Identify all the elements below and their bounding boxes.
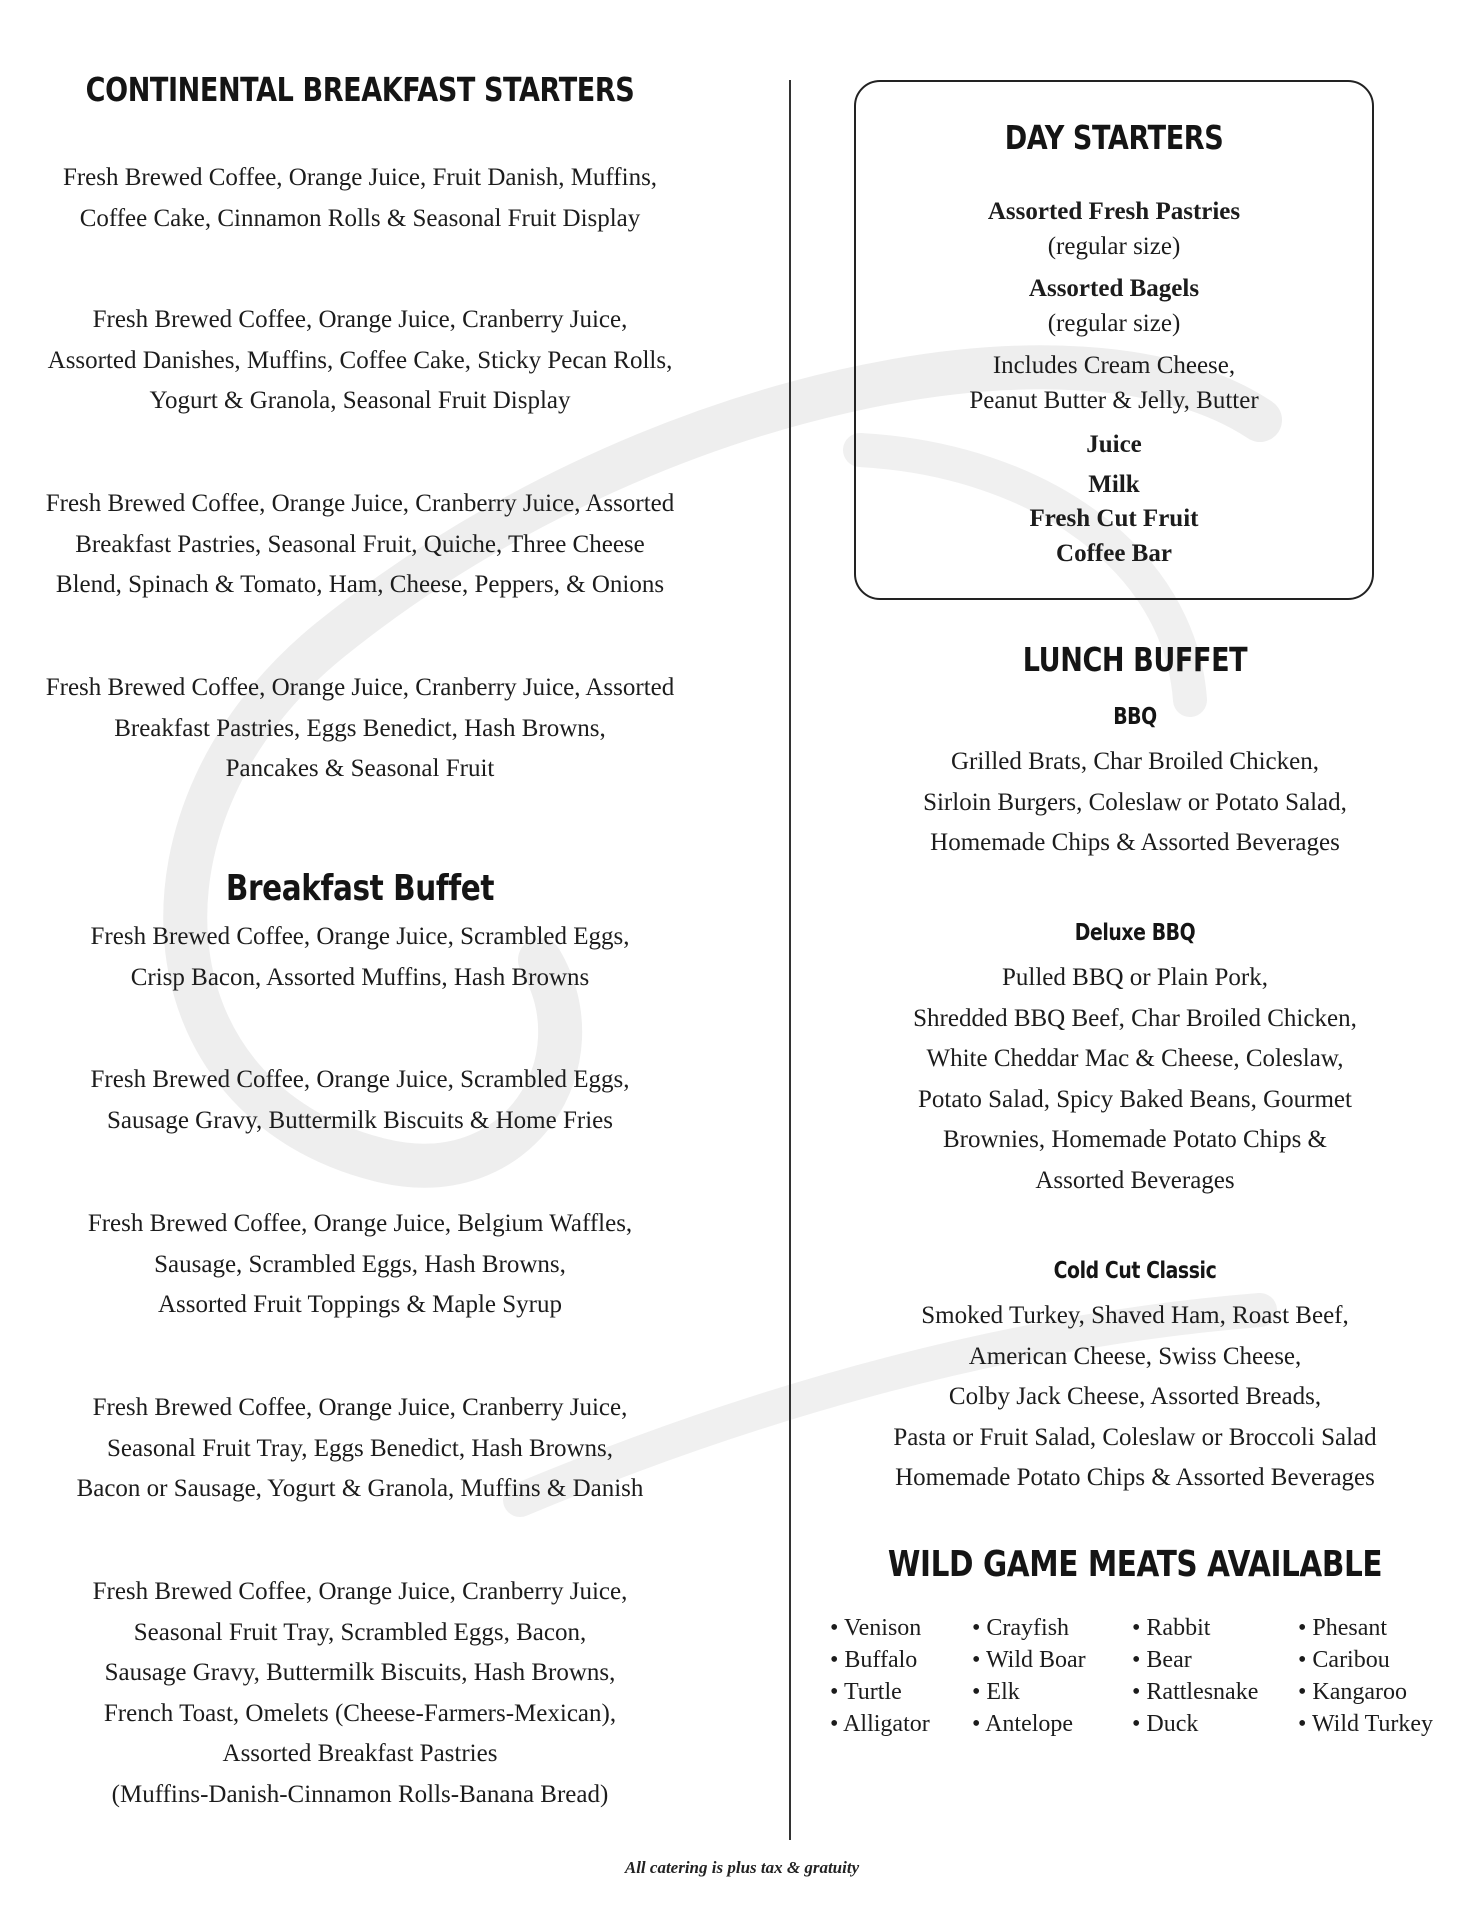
continental-option-2: Fresh Brewed Coffee, Orange Juice, Cranberry Juice, Assorted Danishes, Muffins, Coffee Cake, Sticky Pecan Rolls, Yogurt & Granola, Seasonal Fruit Display: [47, 306, 673, 414]
buffet-option-1: Fresh Brewed Coffee, Orange Juice, Scrambled Eggs, Crisp Bacon, Assorted Muffins, Hash Browns: [90, 923, 630, 991]
ds-item-juice: Juice: [1086, 431, 1142, 458]
lunch-cold-cut-desc: Smoked Turkey, Shaved Ham, Roast Beef, American Cheese, Swiss Cheese, Colby Jack Cheese, Assorted Breads, Pasta or Fruit Salad, Coleslaw or Broccoli Salad Homemade Potato Chips & Assorted Beverages: [893, 1302, 1377, 1491]
ds-item-coffee: Coffee Bar: [1056, 540, 1172, 567]
ds-item-milk: Milk: [1088, 471, 1140, 498]
wild-game-item: • Alligator: [830, 1711, 930, 1737]
buffet-option-4: Fresh Brewed Coffee, Orange Juice, Cranberry Juice, Seasonal Fruit Tray, Eggs Benedict, Hash Browns, Bacon or Sausage, Yogurt & Granola, Muffins & Danish: [76, 1394, 644, 1502]
continental-option-1: Fresh Brewed Coffee, Orange Juice, Fruit Danish, Muffins, Coffee Cake, Cinnamon Rolls & Seasonal Fruit Display: [62, 164, 658, 232]
wild-game-item: • Phesant: [1298, 1615, 1388, 1641]
continental-option-4: Fresh Brewed Coffee, Orange Juice, Cranberry Juice, Assorted Breakfast Pastries, Eggs Benedict, Hash Browns, Pancakes & Seasonal Fruit: [45, 674, 675, 782]
ds-item-bagels-size: (regular size): [1047, 310, 1181, 337]
wild-game-title: WILD GAME MEATS AVAILABLE: [887, 1544, 1383, 1585]
lunch-cold-cut-title: Cold Cut Classic: [1053, 1258, 1217, 1284]
wild-game-item: • Duck: [1132, 1711, 1199, 1737]
ds-item-pastries: Assorted Fresh Pastries: [987, 198, 1241, 225]
wild-game-item: • Turtle: [830, 1679, 902, 1705]
ds-item-pastries-size: (regular size): [1047, 233, 1181, 260]
wild-game-item: • Elk: [972, 1679, 1020, 1705]
continental-title: CONTINENTAL BREAKFAST STARTERS: [85, 70, 635, 109]
lunch-buffet-title: LUNCH BUFFET: [1022, 640, 1248, 679]
wild-game-col-4: [1298, 1612, 1433, 1740]
ds-item-includes-2: Peanut Butter & Jelly, Butter: [969, 387, 1259, 414]
wild-game-item: • Rabbit: [1132, 1615, 1211, 1641]
lunch-deluxe-bbq-title: Deluxe BBQ: [1074, 920, 1196, 946]
column-divider: [789, 80, 791, 1840]
buffet-option-5: Fresh Brewed Coffee, Orange Juice, Cranberry Juice, Seasonal Fruit Tray, Scrambled Eggs, Bacon, Sausage Gravy, Buttermilk Biscuits, Hash Browns, French Toast, Omelets (Cheese-Farmers-Mexican), Assorted Breakfast Pastries (Muffins-Danish-Cinnamon Rolls-Banana Bread): [92, 1578, 628, 1808]
buffet-option-2: Fresh Brewed Coffee, Orange Juice, Scrambled Eggs, Sausage Gravy, Buttermilk Biscuits & Home Fries: [90, 1066, 630, 1134]
wild-game-col-3: [1132, 1612, 1258, 1740]
ds-item-includes-1: Includes Cream Cheese,: [992, 352, 1236, 379]
wild-game-item: • Antelope: [972, 1711, 1074, 1737]
wild-game-item: • Rattlesnake: [1132, 1679, 1259, 1705]
wild-game-item: • Kangaroo: [1298, 1679, 1408, 1705]
wild-game-item: • Caribou: [1298, 1647, 1390, 1673]
lunch-bbq-desc: Grilled Brats, Char Broiled Chicken, Sirloin Burgers, Coleslaw or Potato Salad, Homemade Chips & Assorted Beverages: [923, 748, 1347, 856]
lunch-bbq-title: BBQ: [1113, 704, 1157, 730]
ds-item-bagels: Assorted Bagels: [1028, 275, 1200, 302]
wild-game-item: • Wild Boar: [972, 1647, 1086, 1673]
continental-option-3: Fresh Brewed Coffee, Orange Juice, Cranberry Juice, Assorted Breakfast Pastries, Seasonal Fruit, Quiche, Three Cheese Blend, Spinach & Tomato, Ham, Cheese, Peppers, & Onions: [45, 490, 675, 598]
wild-game-item: • Venison: [830, 1615, 922, 1641]
day-starters-title: DAY STARTERS: [1004, 118, 1224, 157]
breakfast-buffet-title: Breakfast Buffet: [225, 868, 495, 909]
wild-game-item: • Bear: [1132, 1647, 1192, 1673]
lunch-deluxe-bbq-desc: Pulled BBQ or Plain Pork, Shredded BBQ Beef, Char Broiled Chicken, White Cheddar Mac & Cheese, Coleslaw, Potato Salad, Spicy Baked Beans, Gourmet Brownies, Homemade Potato Chips & Assorted Beverages: [913, 964, 1357, 1194]
wild-game-item: • Wild Turkey: [1298, 1711, 1434, 1737]
wild-game-col-2: [972, 1612, 1086, 1740]
wild-game-item: • Buffalo: [830, 1647, 918, 1673]
catering-footer-note: All catering is plus tax & gratuity: [624, 1858, 860, 1877]
wild-game-item: • Crayfish: [972, 1615, 1070, 1641]
wild-game-col-1: [830, 1612, 930, 1740]
buffet-option-3: Fresh Brewed Coffee, Orange Juice, Belgium Waffles, Sausage, Scrambled Eggs, Hash Browns, Assorted Fruit Toppings & Maple Syrup: [87, 1210, 633, 1318]
ds-item-fruit: Fresh Cut Fruit: [1029, 505, 1199, 532]
